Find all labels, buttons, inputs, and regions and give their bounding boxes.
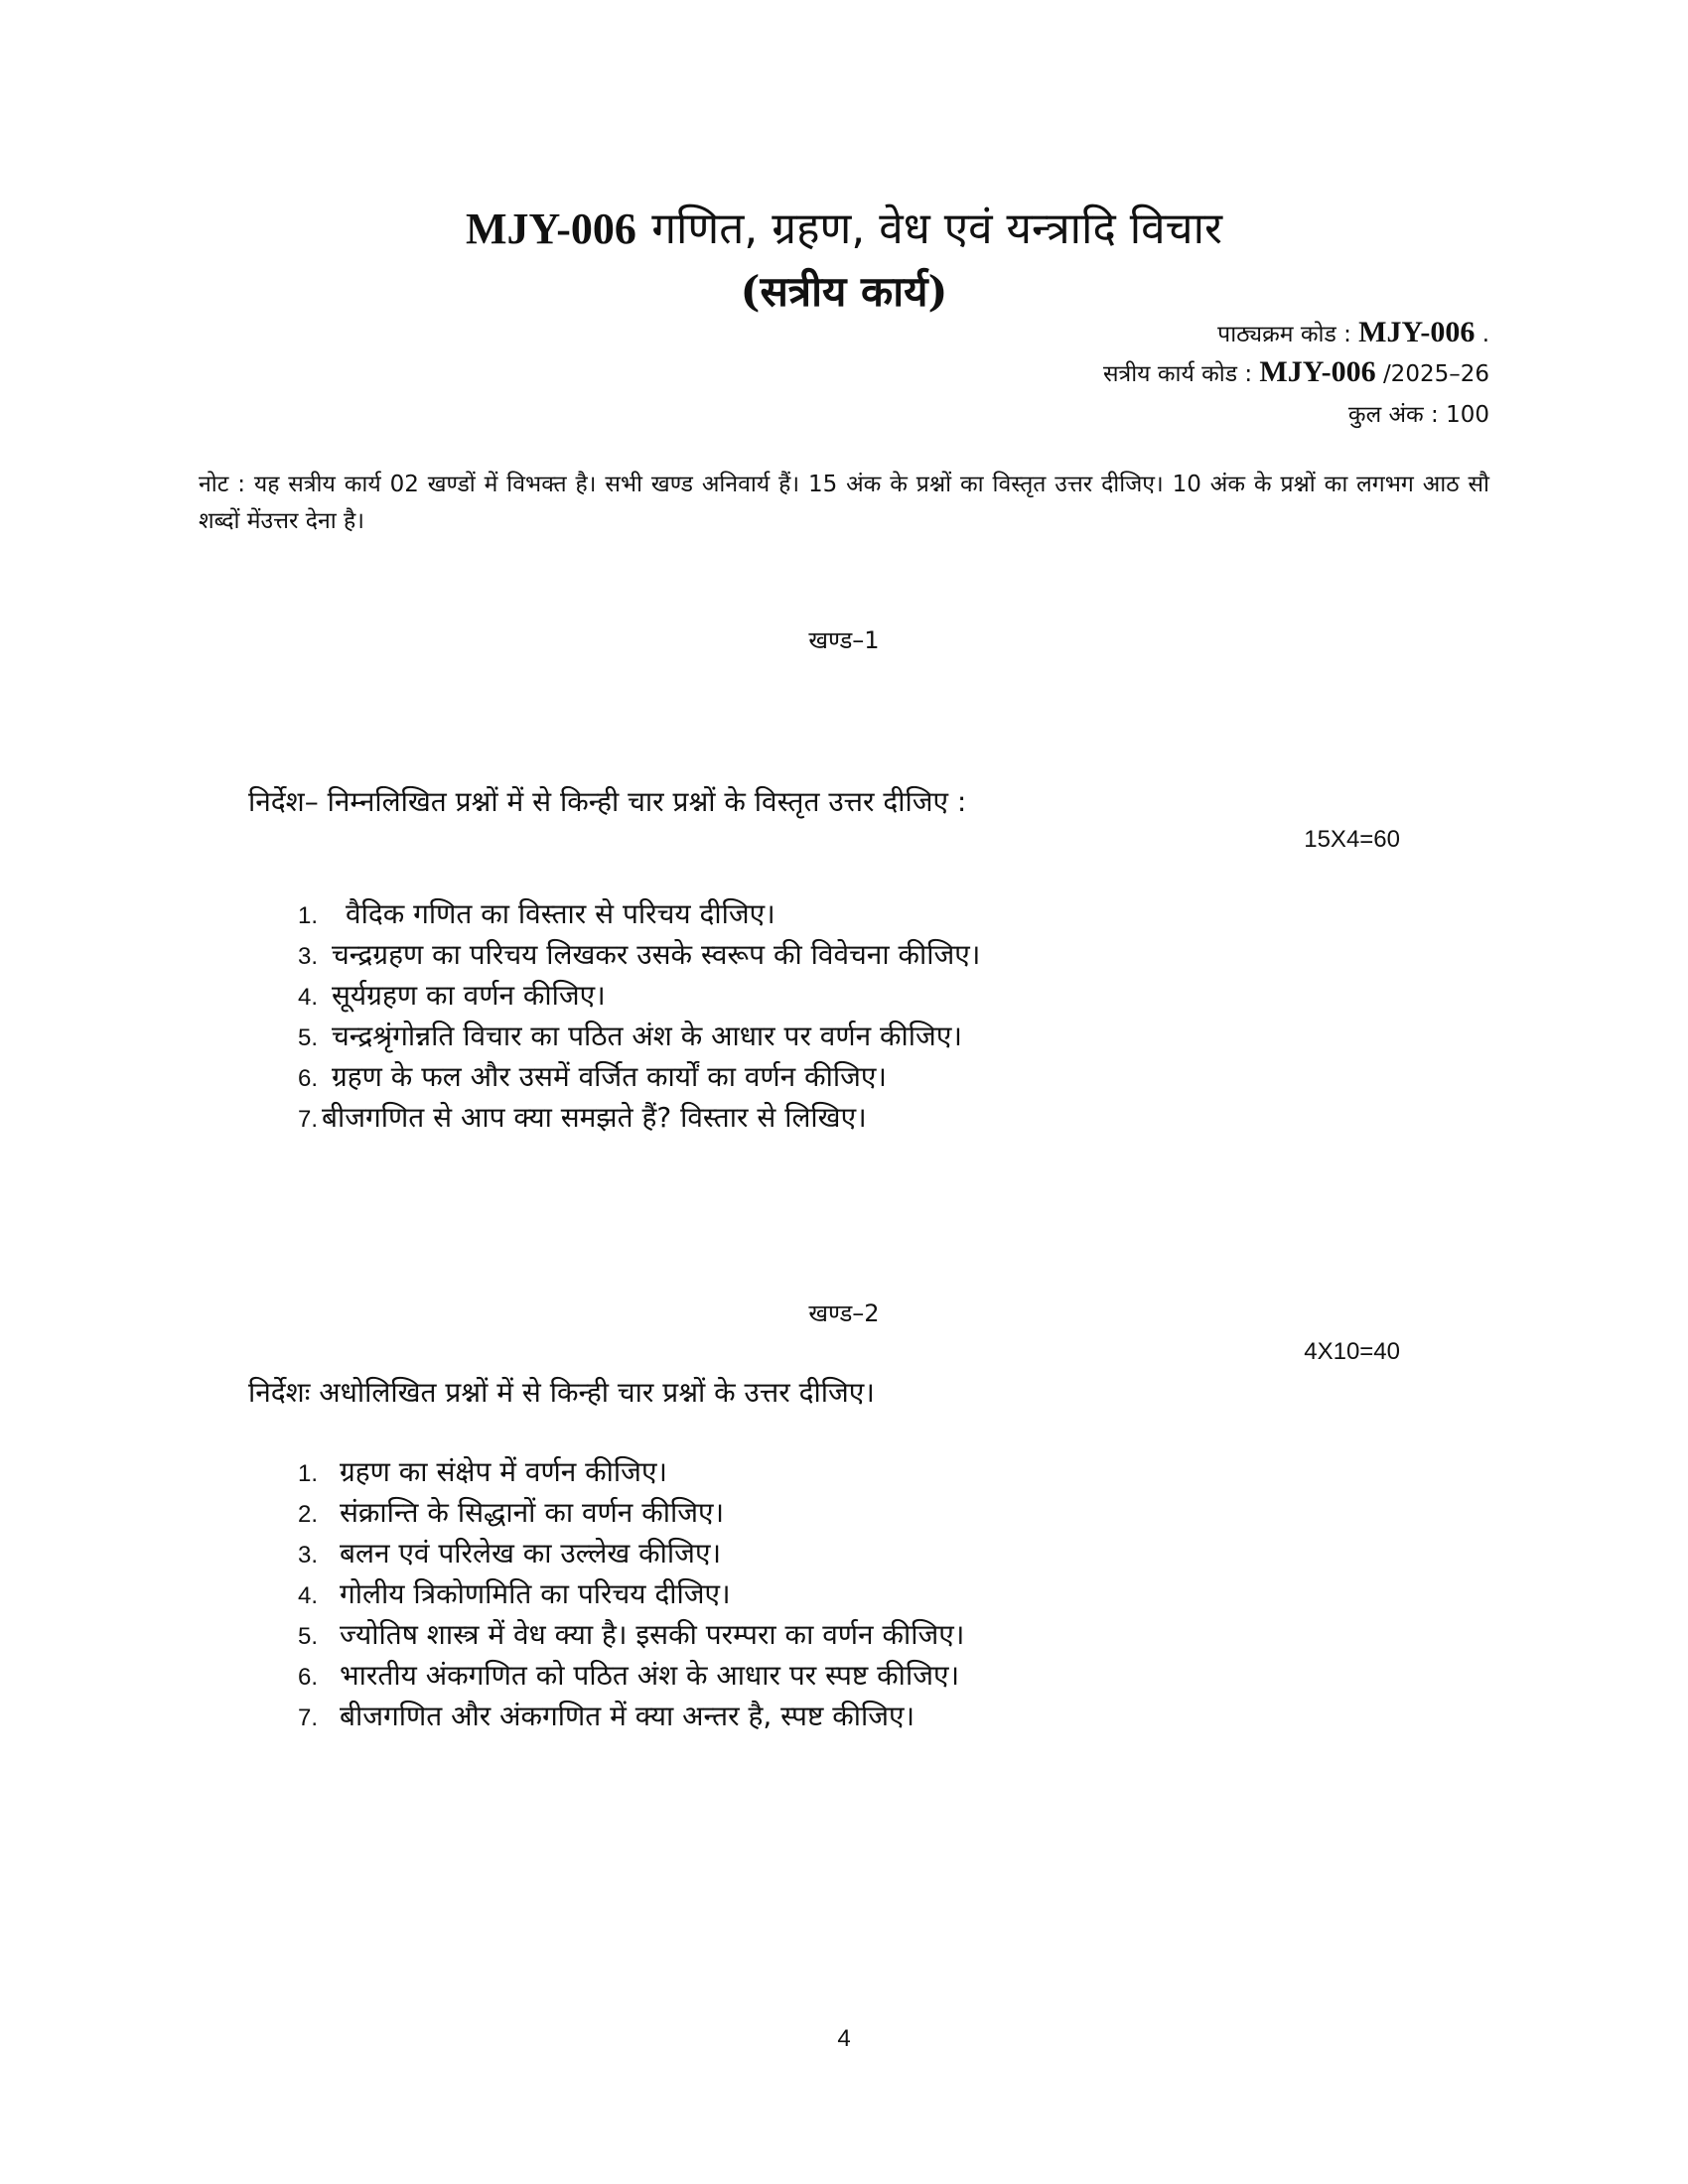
question-item xyxy=(298,1655,964,1696)
question-number: 6. xyxy=(298,1065,319,1092)
course-code-suffix: . xyxy=(1481,322,1489,347)
title-course-code: MJY-006 xyxy=(466,205,636,253)
document-subtitle: (सत्रीय कार्य) xyxy=(740,267,948,316)
question-number: 3. xyxy=(298,943,319,970)
question-item xyxy=(298,1533,964,1573)
question-number: 3. xyxy=(298,1542,319,1569)
question-text: गोलीय त्रिकोणमिति का परिचय दीजिए। xyxy=(340,1577,731,1610)
total-marks-label: कुल अंक : xyxy=(1347,402,1439,428)
question-text: चन्द्रश्रृंगोन्नति विचार का पठित अंश के आधार पर वर्णन कीजिए। xyxy=(332,1020,962,1052)
section-2-question-list xyxy=(298,1451,964,1736)
section-1-question-list xyxy=(298,893,980,1138)
question-number: 7. xyxy=(298,1705,319,1731)
title-course-name: गणित, ग्रहण, वेध एवं यन्त्रादि विचार xyxy=(651,204,1222,254)
question-item xyxy=(298,934,980,975)
assignment-code-line xyxy=(1103,355,1489,389)
section-2-title: खण्ड–2 xyxy=(808,1299,880,1327)
question-item xyxy=(298,1016,980,1056)
question-text: ग्रहण का संक्षेप में वर्णन कीजिए। xyxy=(340,1455,668,1488)
question-item xyxy=(298,1696,964,1736)
section-1-marks: 15X4=60 xyxy=(1304,826,1400,853)
question-number: 5. xyxy=(298,1623,319,1650)
course-code-value: MJY-006 xyxy=(1358,316,1476,348)
question-text: संक्रान्ति के सिद्धानों का वर्णन कीजिए। xyxy=(340,1496,725,1529)
question-text: भारतीय अंकगणित को पठित अंश के आधार पर स्पष्ट कीजिए। xyxy=(340,1659,960,1692)
section-2-instruction: निर्देशः अधोलिखित प्रश्नों में से किन्ही चार प्रश्नों के उत्तर दीजिए। xyxy=(248,1376,875,1409)
total-marks-line xyxy=(1348,397,1489,429)
assignment-code-suffix: /2025–26 xyxy=(1382,361,1489,387)
question-text: ग्रहण के फल और उसमें वर्जित कार्यों का वर्णन कीजिए। xyxy=(332,1060,887,1093)
section-1-title: खण्ड–1 xyxy=(808,626,880,654)
question-number: 1. xyxy=(298,1460,319,1487)
course-code-line xyxy=(1217,316,1489,349)
question-item xyxy=(298,1451,964,1492)
question-text: वैदिक गणित का विस्तार से परिचय दीजिए। xyxy=(346,897,775,930)
question-text: बीजगणित और अंकगणित में क्या अन्तर है, स्पष्ट कीजिए। xyxy=(340,1700,915,1732)
total-marks-value: 100 xyxy=(1446,402,1489,428)
section-1-instruction: निर्देश– निम्नलिखित प्रश्नों में से किन्ही चार प्रश्नों के विस्तृत उत्तर दीजिए : xyxy=(248,785,967,818)
question-number: 6. xyxy=(298,1664,319,1691)
question-number: 5. xyxy=(298,1024,319,1051)
question-text: ज्योतिष शास्त्र में वेध क्या है। इसकी परम्परा का वर्णन कीजिए। xyxy=(340,1618,965,1651)
question-number: 1. xyxy=(298,902,319,929)
assignment-code-label: सत्रीय कार्य कोड : xyxy=(1102,361,1253,387)
question-item xyxy=(298,1056,980,1097)
assignment-note: नोट : यह सत्रीय कार्य 02 खण्डों में विभक्त है। सभी खण्ड अनिवार्य हैं। 15 अंक के प्रश्नों का विस्तृत उत्तर दीजिए। 10 अंक के प्रश्नों का लगभग आठ सौ शब्दों मेंउत्तर देना है। xyxy=(199,472,1489,534)
assignment-code-value: MJY-006 xyxy=(1259,355,1376,388)
question-number: 4. xyxy=(298,984,319,1011)
question-text: बीजगणित से आप क्या समझते हैं? विस्तार से लिखिए। xyxy=(322,1101,867,1134)
section-2-marks: 4X10=40 xyxy=(1304,1338,1400,1365)
question-text: बलन एवं परिलेख का उल्लेख कीजिए। xyxy=(340,1537,722,1570)
course-code-label: पाठ्यक्रम कोड : xyxy=(1217,322,1351,347)
question-number: 4. xyxy=(298,1582,319,1609)
question-item xyxy=(298,1492,964,1533)
question-item xyxy=(298,893,980,934)
question-text: चन्द्रग्रहण का परिचय लिखकर उसके स्वरूप की विवेचना कीजिए। xyxy=(332,938,981,971)
question-item xyxy=(298,1614,964,1655)
question-number: 2. xyxy=(298,1501,319,1528)
document-title xyxy=(0,197,1688,256)
question-item xyxy=(298,1097,980,1138)
question-text: सूर्यग्रहण का वर्णन कीजिए। xyxy=(332,979,606,1012)
question-number: 7. xyxy=(298,1106,319,1133)
page-number: 4 xyxy=(837,2025,851,2052)
question-item xyxy=(298,1573,964,1614)
question-item xyxy=(298,975,980,1016)
